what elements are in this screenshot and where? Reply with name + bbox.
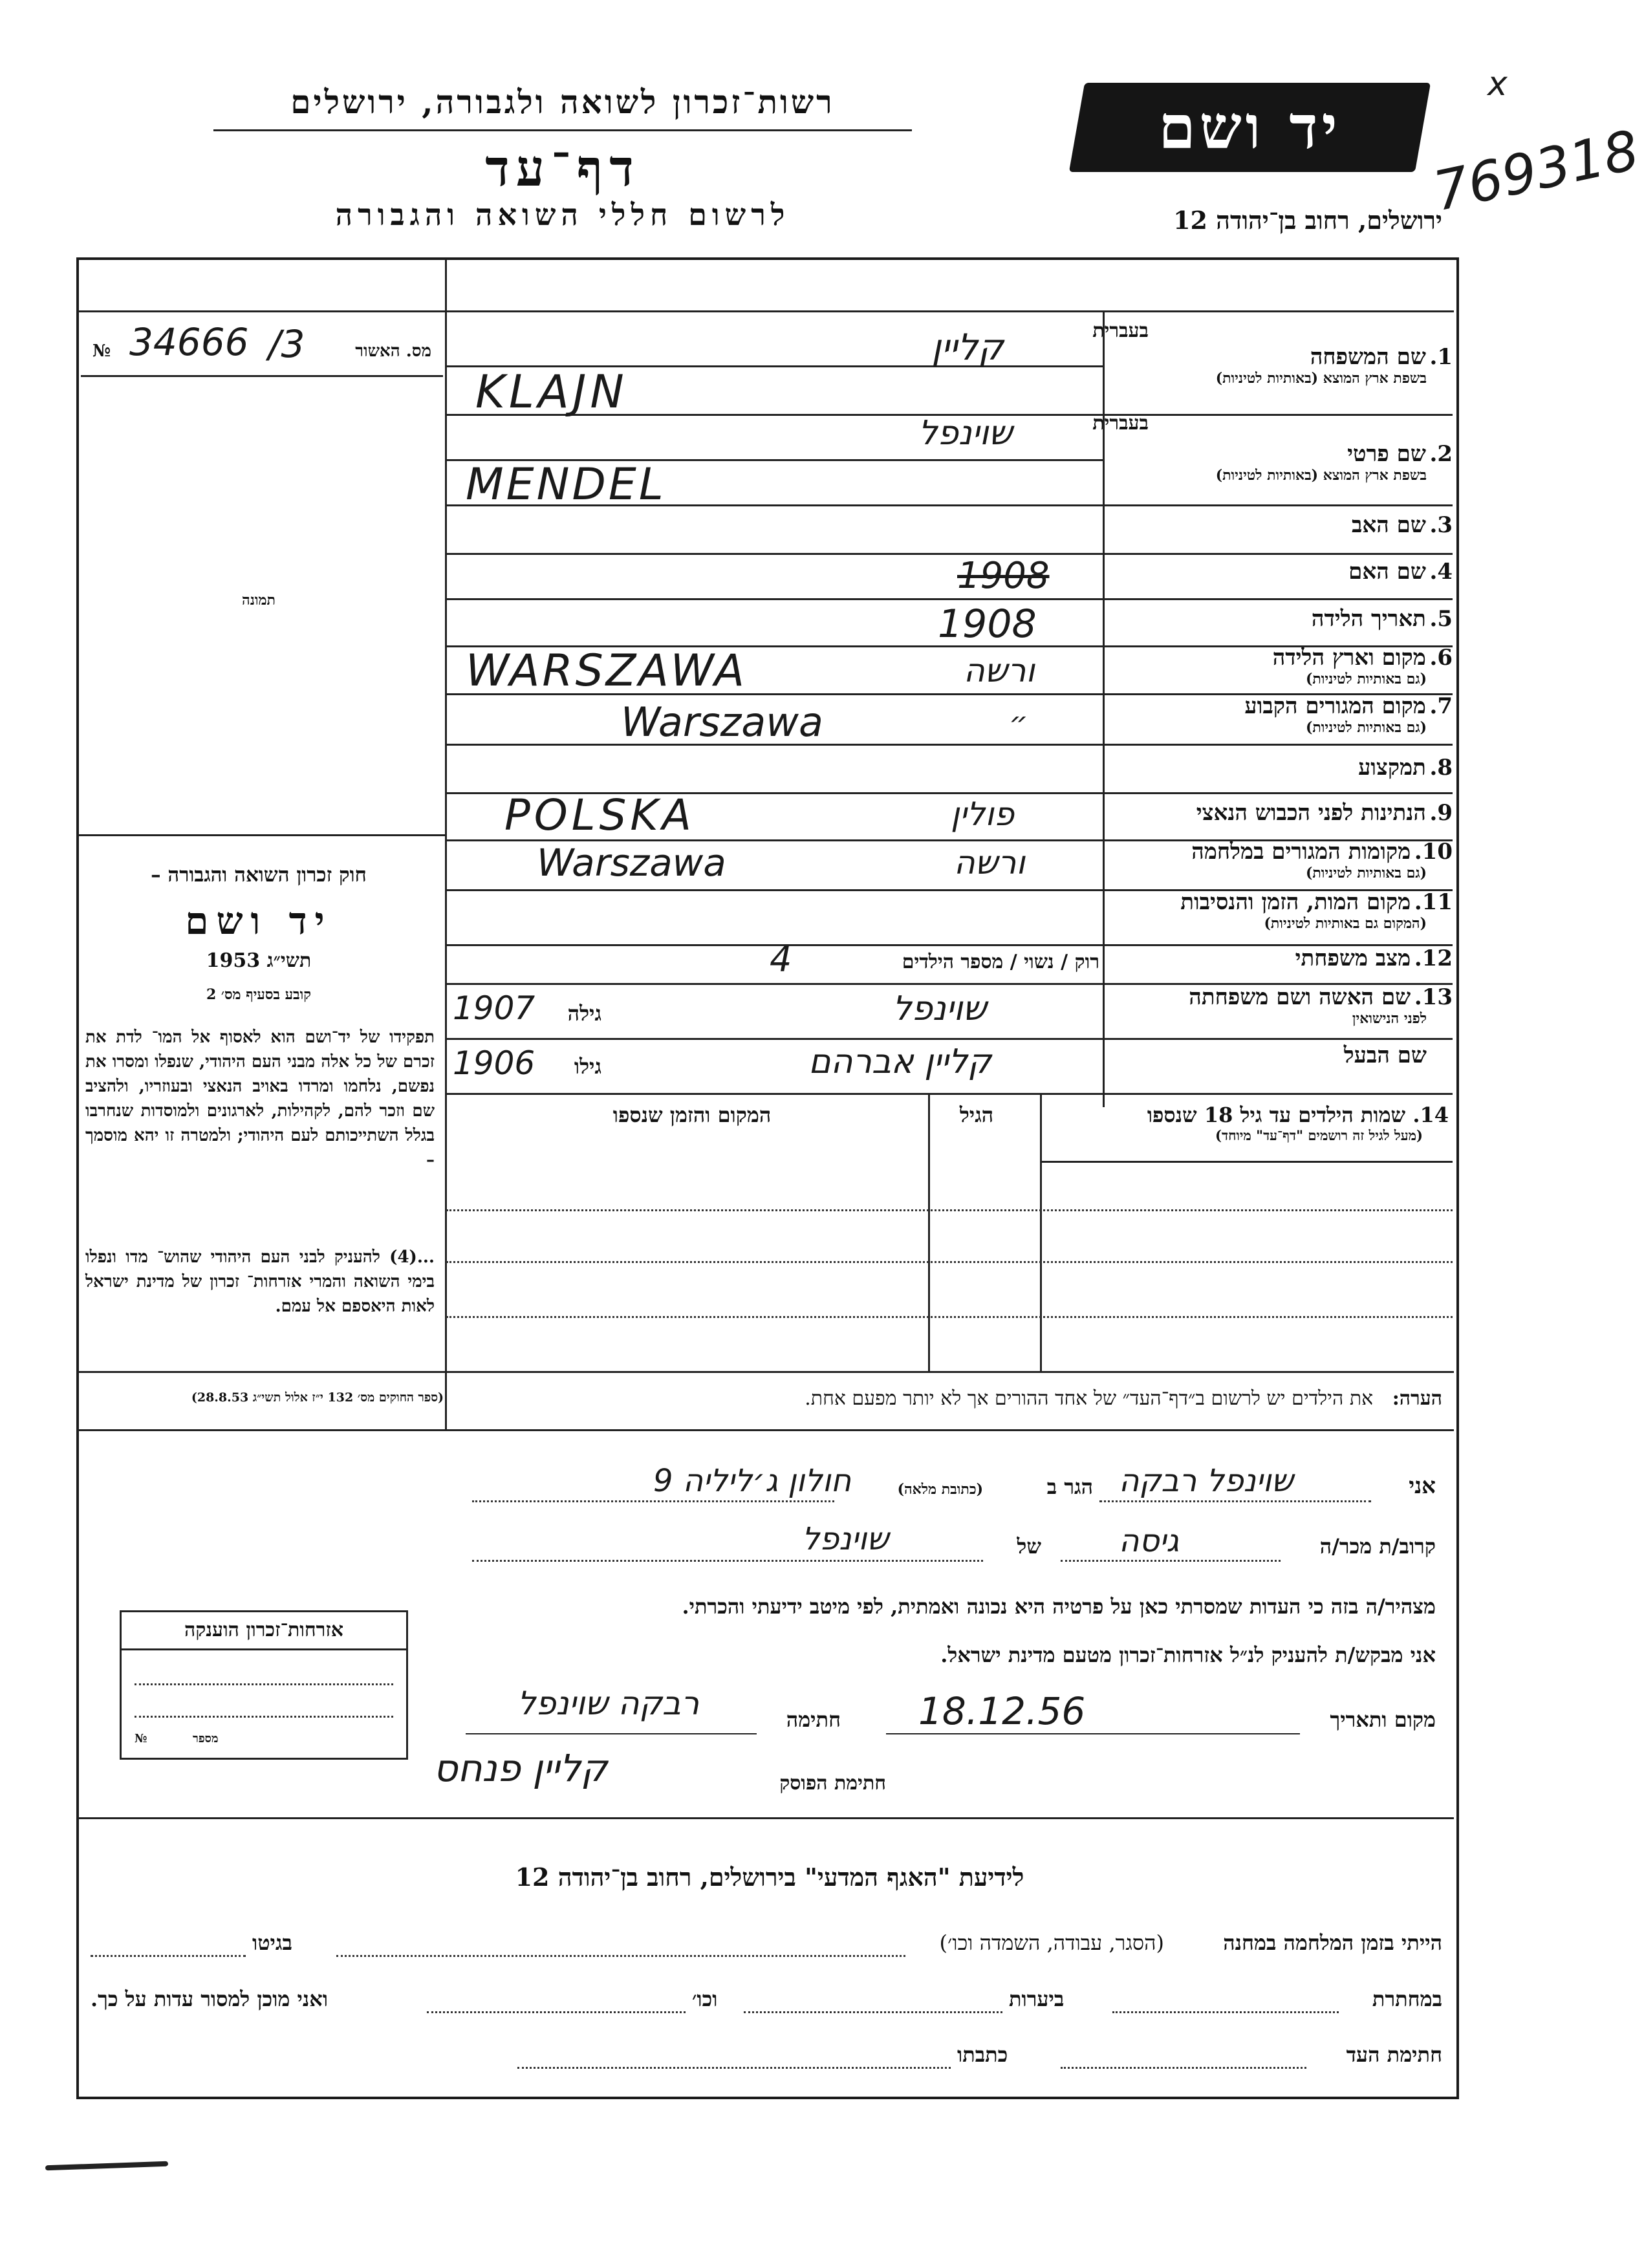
row-rule-7 <box>446 744 1453 746</box>
citizenship-line-1 <box>135 1683 393 1685</box>
place-date-line <box>886 1733 1300 1734</box>
footer-testimony-label: ואני מוכן למסור עדות על כך. <box>91 1987 329 2011</box>
children-row-3 <box>446 1316 1453 1318</box>
approval-underline <box>81 375 443 377</box>
resides-label: הגר ב <box>1046 1474 1093 1499</box>
form-title: דף־עד <box>485 139 640 198</box>
of-line <box>472 1560 983 1562</box>
field-1-label: 1. שם המשפחה בשפת ארץ המוצא (באותיות לטיניות) <box>1215 344 1453 387</box>
field-11-label: 11. מקום המות, הזמן והנסיבות (המקום גם באותיות לטיניות) <box>1180 889 1453 932</box>
citizenship-box-title: אזרחות־זכרון הוענקה <box>184 1619 344 1641</box>
husband-age-value: 1906 <box>453 1044 535 1082</box>
declarant-label: אני <box>1409 1473 1436 1499</box>
field-6-label: 6. מקום וארץ הלידה (גם באותיות לטיניות) <box>1272 645 1453 687</box>
children-field-label: שמות הילדים עד גיל 18 שנספו <box>1147 1103 1406 1127</box>
of-value: שוינפל <box>802 1521 889 1557</box>
citizenship-no-mark: № <box>135 1732 147 1745</box>
footer-address-label: כתבתו <box>957 2042 1008 2067</box>
scan-artifact <box>45 2161 168 2171</box>
approval-label: מס. האשור <box>355 341 431 361</box>
relative-value: גיסה <box>1119 1523 1180 1559</box>
footer-line-2 <box>91 1987 1442 2019</box>
left-panel-divider <box>445 259 447 1429</box>
children-row-1 <box>446 1209 1453 1211</box>
approval-no-mark: № <box>92 341 111 361</box>
children-col-divider-2 <box>928 1094 930 1372</box>
officer-signature-value: קליין פנחס <box>433 1746 608 1790</box>
place-date-value: 18.12.56 <box>918 1689 1086 1733</box>
children-place-header: המקום והזמן שנספו <box>612 1103 772 1127</box>
children-row-2 <box>446 1261 1453 1263</box>
authority-underline <box>213 129 912 131</box>
children-names-header <box>1041 1103 1449 1144</box>
field-13-label: 13. שם האשה ושם משפחתה לפני הנישואין <box>1189 984 1453 1027</box>
row-rule-14 <box>446 1093 1453 1095</box>
children-field-sub: (מעל לגיל זה רושמים "דף־עד" מיוחד) <box>1215 1127 1423 1143</box>
footer-camp-label: הייתי בזמן המלחמה במחנה <box>1223 1930 1442 1955</box>
footer-forests-line <box>744 2011 1002 2013</box>
citizenship-number-label: מספר <box>193 1732 219 1745</box>
firstname-hebrew-value: שוינפל <box>918 414 1013 453</box>
note-line <box>621 1387 1442 1410</box>
birth-place-latin-value: WARSZAWA <box>466 645 748 697</box>
photo-label: תמונה <box>242 592 276 609</box>
field-8-label: 8. תמקצוע <box>1358 755 1453 781</box>
archive-number: 769318 <box>1428 118 1644 224</box>
yad-vashem-logo <box>1069 83 1431 172</box>
place-date-label: מקום ותאריך <box>1330 1707 1436 1732</box>
address-line <box>472 1500 834 1502</box>
field-12-label: 12. מצב משפחתי <box>1295 945 1453 971</box>
citizenship-box-divider <box>122 1648 406 1650</box>
row-rule-10 <box>446 889 1453 891</box>
statement-1: מצהיר/ה בזה כי העדות שמסרתי כאן על פרטיה היא נכונה ואמתית, לפי מיטב ידיעתי והכרתי. <box>682 1594 1436 1619</box>
approval-suffix: /3 <box>268 322 305 366</box>
law-year: תשי״ג 1953 <box>206 949 312 972</box>
surname-latin-value: KLAJN <box>475 365 628 418</box>
wife-age-label: גילה <box>567 1001 601 1026</box>
children-col-divider-1 <box>1040 1094 1042 1372</box>
law-text-1: תפקידו של יד־ושם הוא לאסוף אל המו־ לדת את זכרם של כל אלה מבני העם היהודי, שנפלו ומסרו את נפשם, נלחמו ומרדו באויב הנאצי ובעוזריו, ולהציב שם וזכר להם, לקהילות, לארגונים ולמוסדות שנחרבו בגלל השתייכותם לעם היהודי; ולמטרה זו יהא מוסמך – <box>85 1028 435 1170</box>
footer-address-line <box>517 2067 951 2069</box>
law-reference: (ספר החוקים מס׳ 132 י״ז אלול תשי״ג 28.8.53) <box>191 1390 444 1405</box>
citizenship-box <box>120 1610 408 1760</box>
wife-age-value: 1907 <box>453 989 535 1027</box>
signature-value: רבקה שוינפל <box>517 1685 700 1722</box>
field-4-label: 4. שם האם <box>1348 559 1453 585</box>
law-title: חוק זכרון השואה והגבורה – <box>151 863 367 887</box>
husband-age-label: גילו <box>574 1054 601 1079</box>
law-section: קובע בסעיף מס׳ 2 <box>206 986 312 1003</box>
footer-ghetto-line <box>91 1955 246 1957</box>
mother-name-value: 1908 <box>957 555 1050 597</box>
field-3-label: 3. שם האב <box>1352 512 1453 538</box>
footer-etc-label: וכו׳ <box>692 1987 718 2011</box>
row-rule-4 <box>446 598 1453 600</box>
approval-number: 34666 <box>129 320 249 364</box>
row-rule-13 <box>446 1038 1453 1040</box>
field-7-label: 7. מקום המגורים הקבוע (גם באותיות לטיניות) <box>1244 693 1453 736</box>
statement-2: אני מבקש/ת להעניק לנ״ל אזרחות־זכרון מטעם מדינת ישראל. <box>940 1643 1436 1667</box>
declaration-bottom-rule <box>78 1817 1454 1819</box>
wartime-residence-hebrew-value: ורשה <box>954 844 1025 881</box>
note-bottom-rule <box>78 1429 1454 1431</box>
nationality-latin-value: POLSKA <box>504 790 695 840</box>
field-5-label: 5. תאריך הלידה <box>1311 606 1453 632</box>
note-text: את הילדים יש לרשום ב״דף־העד״ של אחד ההורים אך לא יותר מפעם אחת. <box>805 1387 1374 1410</box>
surname-hebrew-value: קליין <box>931 327 1004 369</box>
row-rule-3 <box>446 553 1453 555</box>
birth-place-hebrew-value: ורשה <box>964 652 1035 689</box>
marital-options: רוק / נשוי / מספר הילדים <box>902 951 1099 973</box>
signature-label: חתימה <box>786 1707 841 1732</box>
footer-camp-hint: (הסגר, עבודה, השמדה וכו׳) <box>939 1930 1164 1955</box>
note-label: הערה: <box>1392 1387 1442 1410</box>
children-table-bottom <box>78 1371 1454 1373</box>
law-name: יד ושם <box>185 899 332 943</box>
wartime-residence-latin-value: Warszawa <box>537 841 726 885</box>
footer-camp-line <box>336 1955 905 1957</box>
officer-signature-label: חתימת הפוסק <box>779 1772 886 1795</box>
declarant-name-value: שוינפל רבקה <box>1119 1463 1293 1499</box>
law-text-2: ...(4) להעניק לבני העם היהודי שהוש־ מדו ונפלו בימי השואה והמרי אזרחות־ זכרון של מדינת ישראל לאות היאספם אל עמם. <box>85 1247 435 1316</box>
relative-label: קרוב/ת מכר/ה <box>1319 1534 1436 1559</box>
wife-name-value: שוינפל <box>892 989 987 1028</box>
field-2-lang: בעברית <box>1092 412 1149 435</box>
birth-date-value: 1908 <box>938 601 1037 647</box>
org-address: ירושלים, רחוב בן־יהודה 12 <box>1173 206 1442 235</box>
declarant-name-line <box>1099 1500 1371 1502</box>
children-header-rule <box>1040 1161 1453 1163</box>
footer-title: לידיעת "האגף המדעי" בירושלים, רחוב בן־יהודה 12 <box>515 1863 1024 1892</box>
authority-title: רשות־זכרון לשואה ולגבורה, ירושלים <box>290 83 835 121</box>
approval-number-row <box>81 317 443 378</box>
husband-name-value: קליין אברהם <box>808 1042 992 1081</box>
row-rule-12 <box>446 983 1453 985</box>
residence-latin-value: Warszawa <box>621 698 823 746</box>
footer-witness-signature-label: חתימת העד <box>1346 2042 1442 2067</box>
margin-mark: x <box>1487 65 1508 103</box>
footer-witness-signature-line <box>1061 2067 1306 2069</box>
husband-name-label: שם הבעל <box>1343 1042 1427 1068</box>
residence-hebrew-value: ״ <box>1009 705 1028 740</box>
children-field-number: 14. <box>1412 1103 1449 1127</box>
footer-underground-line <box>1112 2011 1339 2013</box>
signature-line <box>466 1733 757 1734</box>
row-rule-11 <box>446 944 1453 946</box>
nationality-hebrew-value: פולין <box>951 795 1015 833</box>
field-1-lang: בעברית <box>1092 319 1149 342</box>
footer-forests-label: ביערות <box>1009 1987 1065 2011</box>
footer-line-1 <box>91 1930 1442 1963</box>
relative-line <box>1061 1560 1281 1562</box>
firstname-latin-value: MENDEL <box>466 459 666 510</box>
field-2-label: 2. שם פרטי בשפת ארץ המוצא (באותיות לטיניות) <box>1215 441 1453 484</box>
citizenship-line-2 <box>135 1716 393 1718</box>
field-9-label: 9. הנתינות לפני הכבוש הנאצי <box>1196 800 1453 826</box>
logo-text: יד ושם <box>1158 92 1341 162</box>
footer-underground-label: במחתרת <box>1372 1987 1442 2011</box>
photo-box-bottom <box>78 834 445 836</box>
footer-ghetto-label: בגיטו <box>252 1930 292 1955</box>
footer-etc-line <box>427 2011 686 2013</box>
children-age-header: הגיל <box>959 1103 994 1127</box>
form-purpose: לרשום חללי השואה והגבורה <box>335 197 790 232</box>
field-10-label: 10. מקומות המגורים במלחמה (גם באותיות לטיניות) <box>1191 839 1453 881</box>
of-label: של <box>1017 1534 1041 1559</box>
address-hint: (כתובת מלאה) <box>897 1481 983 1498</box>
children-count-value: 4 <box>770 939 792 980</box>
footer-line-3 <box>91 2042 1442 2075</box>
address-value: חולון ג׳ליליה 9 <box>653 1463 852 1499</box>
fields-column <box>1092 312 1453 1107</box>
